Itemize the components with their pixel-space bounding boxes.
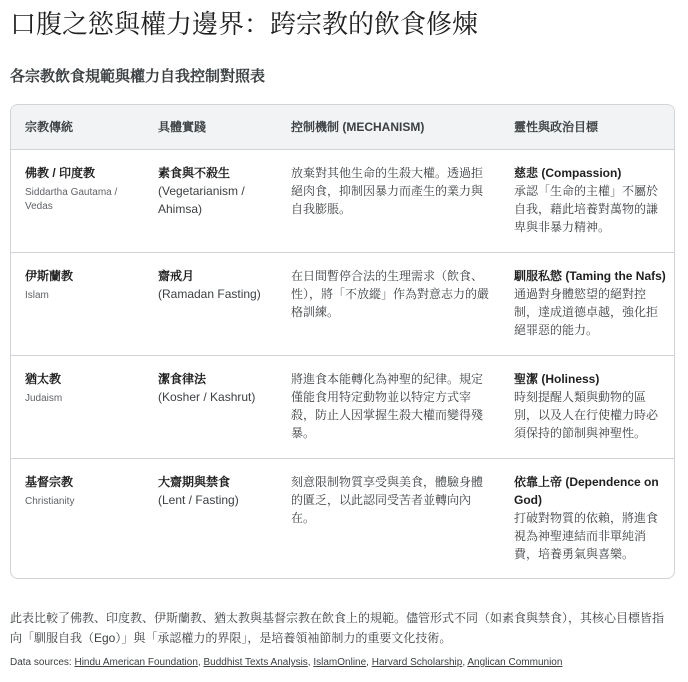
comparison-table xyxy=(11,105,675,563)
practice-cell xyxy=(144,252,277,355)
page-title: 口腹之慾與權力邊界：跨宗教的飲食修煉 xyxy=(10,9,479,39)
goal-description: 承認「生命的主權」不屬於自我，藉此培養對萬物的謙卑與非暴力精神。 xyxy=(514,183,659,234)
source-link-islamonline[interactable]: IslamOnline xyxy=(313,657,367,668)
tradition-subtitle: Judaism xyxy=(25,392,63,404)
mechanism-cell xyxy=(277,252,500,355)
tradition-name: 佛教 / 印度教 xyxy=(25,165,96,180)
practice-subtitle: (Kosher / Kashrut) xyxy=(158,389,256,404)
mechanism-text: 在日間暫停合法的生理需求（飲食、性），將「不放縱」作為對意志力的嚴格訓練。 xyxy=(291,268,490,319)
mechanism-cell xyxy=(277,149,500,252)
practice-subtitle: (Lent / Fasting) xyxy=(158,492,239,507)
tradition-cell xyxy=(11,458,144,563)
goal-description: 時刻提醒人類與動物的區別，以及人在行使權力時必須保持的節制與神聖性。 xyxy=(514,389,659,440)
mechanism-text: 刻意限制物質享受與美食，體驗身體的匱乏，以此認同受苦者並轉向內在。 xyxy=(291,474,484,525)
source-link-hindu-american-foundation[interactable]: Hindu American Foundation xyxy=(74,657,198,668)
table-row xyxy=(11,458,675,563)
tradition-cell xyxy=(11,252,144,355)
tradition-name: 伊斯蘭教 xyxy=(25,268,74,283)
header-goal: 靈性與政治目標 xyxy=(500,105,675,149)
practice-name: 素食與不殺生 xyxy=(158,165,231,180)
tradition-cell xyxy=(11,355,144,458)
comparison-table-card xyxy=(10,104,675,579)
goal-description: 打破對物質的依賴，將進食視為神聖連結而非單純消費，培養勇氣與喜樂。 xyxy=(514,510,659,561)
goal-name: 依靠上帝 (Dependence on God) xyxy=(514,474,659,507)
goal-description: 通過對身體慾望的絕對控制，達成道德卓越，強化拒絕罪惡的能力。 xyxy=(514,286,659,337)
goal-cell xyxy=(500,355,675,458)
tradition-cell xyxy=(11,149,144,252)
practice-cell xyxy=(144,149,277,252)
tradition-subtitle: Siddartha Gautama / Vedas xyxy=(25,186,118,212)
footer-summary: 此表比較了佛教、印度教、伊斯蘭教、猶太教與基督宗教在飲食上的規範。儘管形式不同（如素食與禁食），其核心目標皆指向「馴服自我（Ego）」與「承認權力的界限」，是培養領袖節制力的重要文化技術。 xyxy=(10,611,665,645)
source-link-harvard-scholarship[interactable]: Harvard Scholarship xyxy=(371,657,463,668)
practice-cell xyxy=(144,355,277,458)
table-row xyxy=(11,149,675,252)
table-row xyxy=(11,355,675,458)
table-row xyxy=(11,252,675,355)
tradition-name: 基督宗教 xyxy=(25,474,74,489)
practice-name: 齋戒月 xyxy=(158,268,195,283)
tradition-name: 猶太教 xyxy=(25,371,62,386)
goal-cell xyxy=(500,458,675,563)
tradition-subtitle: Christianity xyxy=(25,495,75,507)
practice-subtitle: (Ramadan Fasting) xyxy=(158,286,261,301)
mechanism-text: 放棄對其他生命的生殺大權。透過拒絕肉食，抑制因暴力而產生的業力與自我膨脹。 xyxy=(291,165,484,216)
practice-cell xyxy=(144,458,277,563)
practice-subtitle: (Vegetarianism / Ahimsa) xyxy=(158,183,245,216)
mechanism-cell xyxy=(277,355,500,458)
mechanism-cell xyxy=(277,458,500,563)
goal-name: 馴服私慾 (Taming the Nafs) xyxy=(514,268,666,283)
source-link-buddhist-texts-analysis[interactable]: Buddhist Texts Analysis xyxy=(203,657,308,668)
page-subtitle: 各宗教飲食規範與權力自我控制對照表 xyxy=(10,68,266,85)
data-sources: Data sources: Hindu American Foundation, Buddhist Texts Analysis, IslamOnline, Harvard Scholarship, Anglican Communion xyxy=(10,657,563,668)
tradition-subtitle: Islam xyxy=(25,289,49,301)
practice-name: 潔食律法 xyxy=(158,371,207,386)
header-practice: 具體實踐 xyxy=(144,105,277,149)
goal-name: 聖潔 (Holiness) xyxy=(514,371,600,386)
goal-cell xyxy=(500,252,675,355)
header-tradition: 宗教傳統 xyxy=(11,105,144,149)
sources-label: Data sources: xyxy=(10,657,75,668)
mechanism-text: 將進食本能轉化為神聖的紀律。規定僅能食用特定動物並以特定方式宰殺，防止人因掌握生殺大權而變得殘暴。 xyxy=(291,371,484,440)
practice-name: 大齋期與禁食 xyxy=(158,474,231,489)
source-link-anglican-communion[interactable]: Anglican Communion xyxy=(467,657,563,668)
goal-cell xyxy=(500,149,675,252)
header-mechanism: 控制機制 (MECHANISM) xyxy=(277,105,500,149)
table-header-row xyxy=(11,105,675,149)
goal-name: 慈悲 (Compassion) xyxy=(514,165,622,180)
